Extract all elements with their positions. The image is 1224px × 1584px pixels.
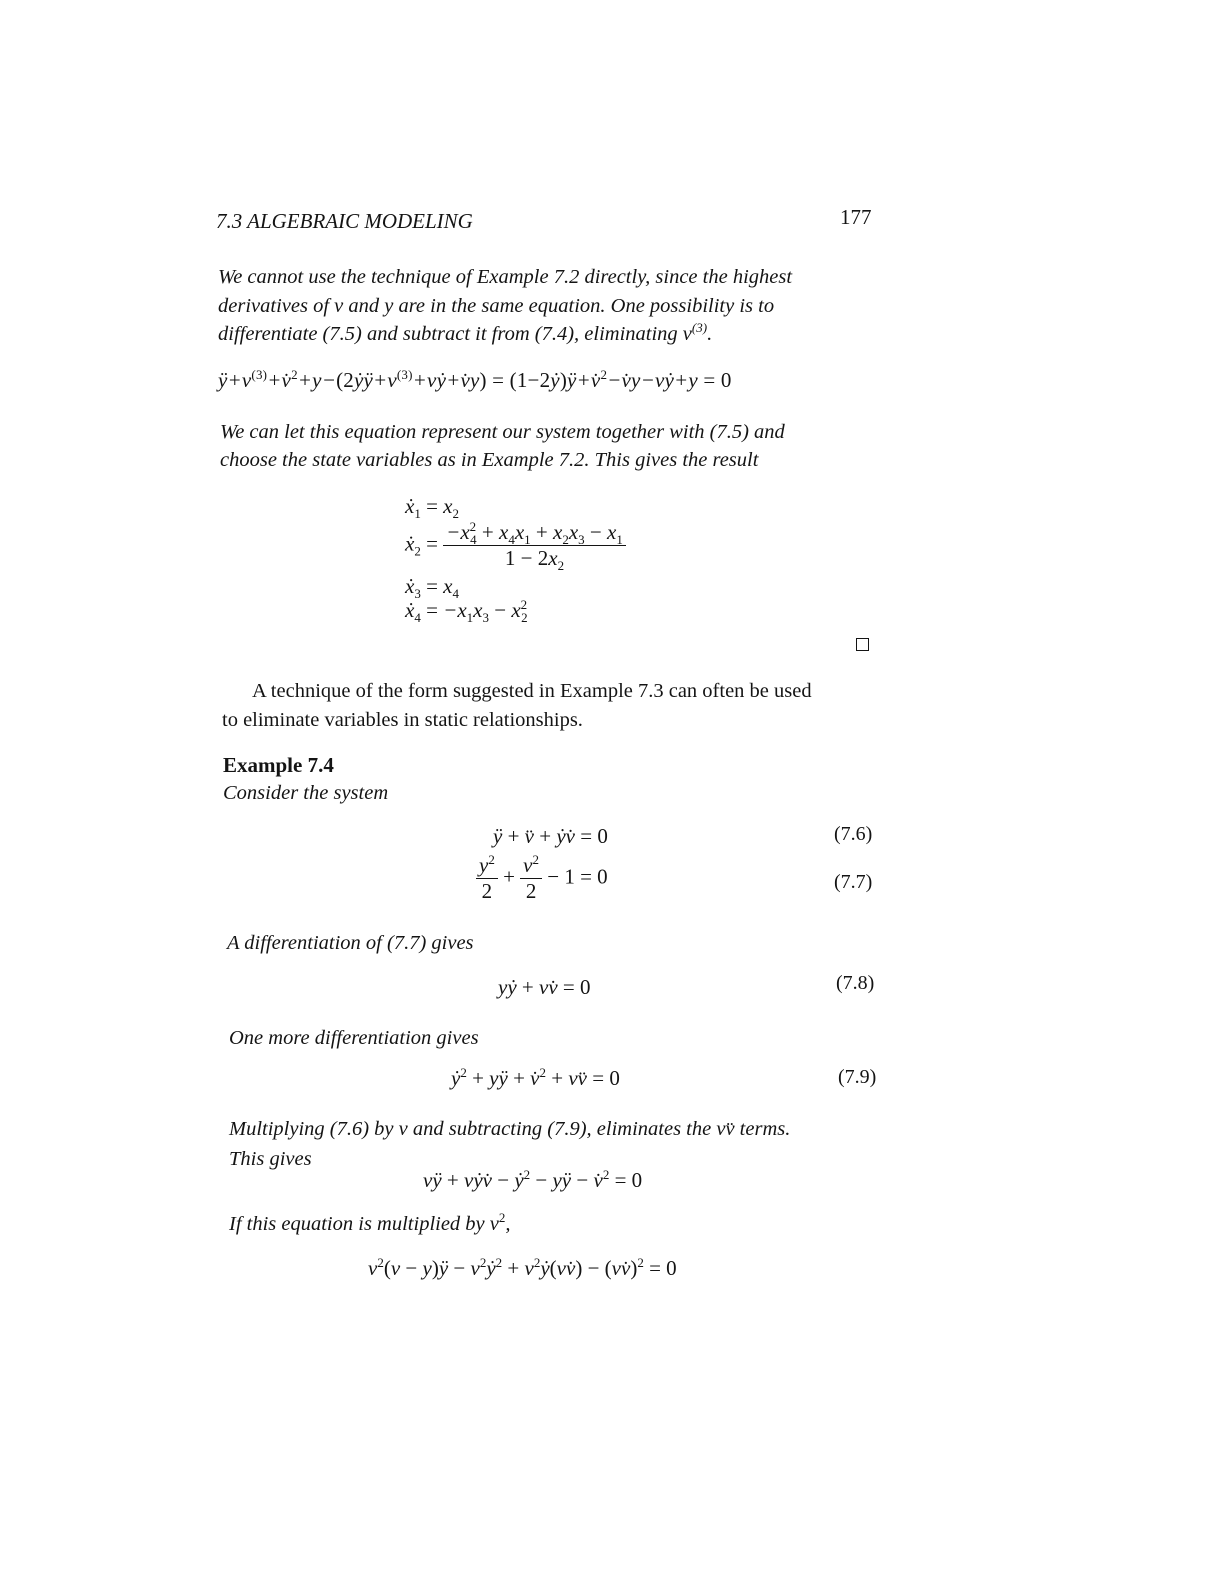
- para1-line1: We cannot use the technique of Example 7.2 directly, since the highest: [218, 266, 793, 288]
- equation-7-6: ÿ + v̈ + ẏv̇ = 0: [493, 824, 608, 848]
- eq-number-7-8: (7.8): [836, 972, 875, 994]
- state-eq-2: ẋ$_2$ = $\frac{-x^2_4 + x_4x_1 + x_2x_3 - x_1}{1 - 2x_2}$: [405, 520, 626, 571]
- state-eq-1: ẋ$_1$ = $x_2$: [405, 494, 459, 521]
- eq-number-7-7: (7.7): [834, 871, 873, 893]
- state-eq-4: ẋ$_4$ = $-x_1x_3 - x^2_2$: [405, 597, 528, 625]
- page-number: 177: [840, 205, 872, 229]
- end-of-example-box: [856, 638, 869, 651]
- example-title: Example 7.4: [223, 753, 334, 777]
- section-header: 7.3 ALGEBRAIC MODELING: [216, 209, 473, 233]
- para3-line1: A technique of the form suggested in Example 7.3 can often be used: [252, 680, 812, 702]
- eq-number-7-6: (7.6): [834, 823, 873, 845]
- equation-final: $v^2(v$ − y)ÿ − $v^2ẏ^2$ + $v^2ẏ(vv̇)$ − (vv̇)$^2$ = 0: [368, 1255, 677, 1280]
- equation-long: $ÿ+v^{(3)}+v̇^2+y-(2ẏÿ+v^{(3)}+vẏ+v̇y)$ = (1−2ẏ)ÿ+v̇$^2$−v̇y−vẏ+y = 0: [218, 367, 732, 392]
- para4-line1: Multiplying (7.6) by v and subtracting (7.9), eliminates the vv̈ terms.: [229, 1118, 791, 1140]
- example-intro: Consider the system: [223, 782, 389, 804]
- equation-7-7: $\frac{y^2}{2}$ + $\frac{v^2}{2}$ − 1 = 0: [476, 853, 608, 904]
- equation-combined: vÿ + vẏv̇ − ẏ$^2$ − yÿ − v̇$^2$ = 0: [423, 1167, 643, 1192]
- para3-line2: to eliminate variables in static relationships.: [222, 709, 583, 731]
- equation-7-8: yẏ + vv̇ = 0: [498, 975, 591, 999]
- eq-number-7-9: (7.9): [838, 1066, 877, 1088]
- para2-line2: choose the state variables as in Example 7.2. This gives the result: [220, 449, 759, 471]
- para4-line2: This gives: [229, 1148, 312, 1170]
- para2-line1: We can let this equation represent our system together with (7.5) and: [220, 421, 785, 443]
- para1-line3: differentiate (7.5) and subtract it from (7.4), eliminating $v^{(3)}$.: [218, 320, 713, 345]
- text-multiply: If this equation is multiplied by $v^2$,: [229, 1210, 511, 1235]
- equation-7-9: ẏ$^2$ + yÿ + v̇$^2$ + vv̈ = 0: [451, 1065, 620, 1090]
- text-after-7-7: A differentiation of (7.7) gives: [227, 932, 474, 954]
- text-after-7-8: One more differentiation gives: [229, 1027, 479, 1049]
- state-eq-3: ẋ$_3$ = $x_4$: [405, 574, 459, 601]
- para1-line2: derivatives of v and y are in the same equation. One possibility is to: [218, 295, 775, 317]
